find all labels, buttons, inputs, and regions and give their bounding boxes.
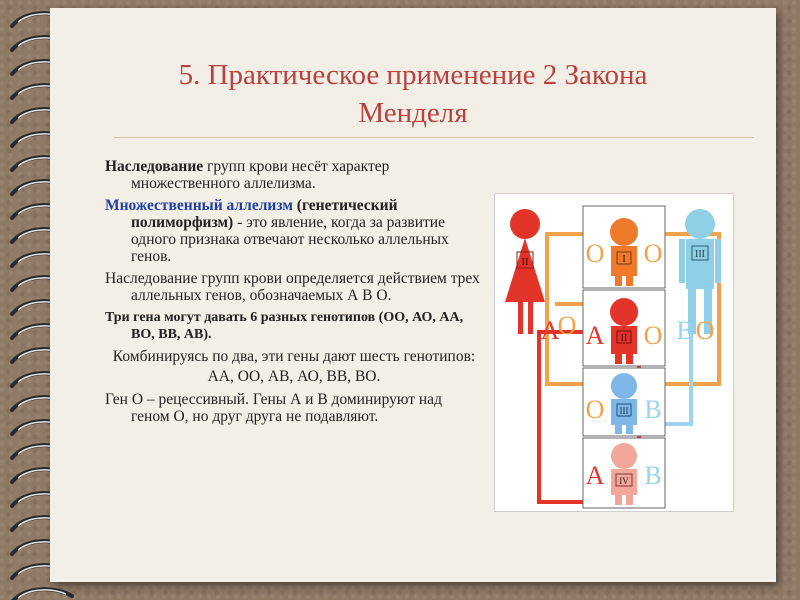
- binding-ring: [12, 589, 72, 600]
- parent-figure-left: [505, 209, 545, 334]
- allele-letter: A: [585, 321, 605, 350]
- paragraph-inheritance: [105, 158, 483, 192]
- allele-letter: O: [643, 239, 663, 268]
- slide-title: [50, 56, 776, 132]
- paragraph-text: - это явление, когда за развитие одного признака отвечают несколько аллельных генов.: [131, 214, 449, 265]
- allele-letter: A: [540, 316, 560, 345]
- blue-term: Множественный аллелизм: [105, 197, 293, 214]
- paragraph-six-genotypes: Три гена могут давать 6 разных генотипов (ОО, АО, АА, ВО, ВВ, АВ).: [105, 310, 464, 342]
- allele-letter: O: [557, 311, 577, 340]
- figure-label: II: [521, 256, 529, 268]
- allele-letter: O: [585, 395, 605, 424]
- allele-letter: B: [644, 461, 662, 490]
- title-line-1: 5. Практическое применение 2 Закона: [178, 59, 648, 91]
- term-synonym: (генетический полиморфизм): [131, 197, 398, 231]
- allele-letter: O: [643, 321, 663, 350]
- figure-label: III: [619, 406, 629, 416]
- allele-letter: B: [676, 316, 694, 345]
- bold-term: Наследование: [105, 158, 204, 175]
- figure-label: IV: [619, 476, 629, 486]
- paragraph-combining: Комбинируясь по два, эти гены дают шесть генотипов:: [112, 348, 476, 365]
- paragraph-multiple-allelism: [105, 197, 483, 265]
- child-figure-3: [611, 373, 637, 434]
- blood-group-inheritance-diagram: [494, 193, 734, 512]
- child-figure-1: [610, 218, 638, 286]
- genotype-list: АА, ОО, АВ, АО, ВВ, ВО.: [207, 368, 381, 385]
- paragraph-text: групп крови несёт характер множественного аллелизма.: [131, 158, 390, 192]
- allele-letter: B: [644, 395, 662, 424]
- figure-label: I: [622, 254, 626, 265]
- allele-letter: A: [585, 461, 605, 490]
- title-divider: [114, 137, 754, 138]
- paragraph-three-alleles: Наследование групп крови определяется действием трех аллельных генов, обозначаемых А В О.: [105, 270, 480, 304]
- figure-label: III: [695, 249, 705, 260]
- paragraph-recessive: Ген О – рецессивный. Гены А и В доминируют над геном О, но друг друга не подавляют.: [105, 391, 442, 425]
- allele-letter: O: [695, 316, 715, 345]
- title-line-2: Менделя: [358, 97, 468, 129]
- allele-letter: O: [585, 239, 605, 268]
- slide-paper: [50, 8, 776, 582]
- body-text: [105, 158, 483, 430]
- figure-label: II: [620, 333, 628, 344]
